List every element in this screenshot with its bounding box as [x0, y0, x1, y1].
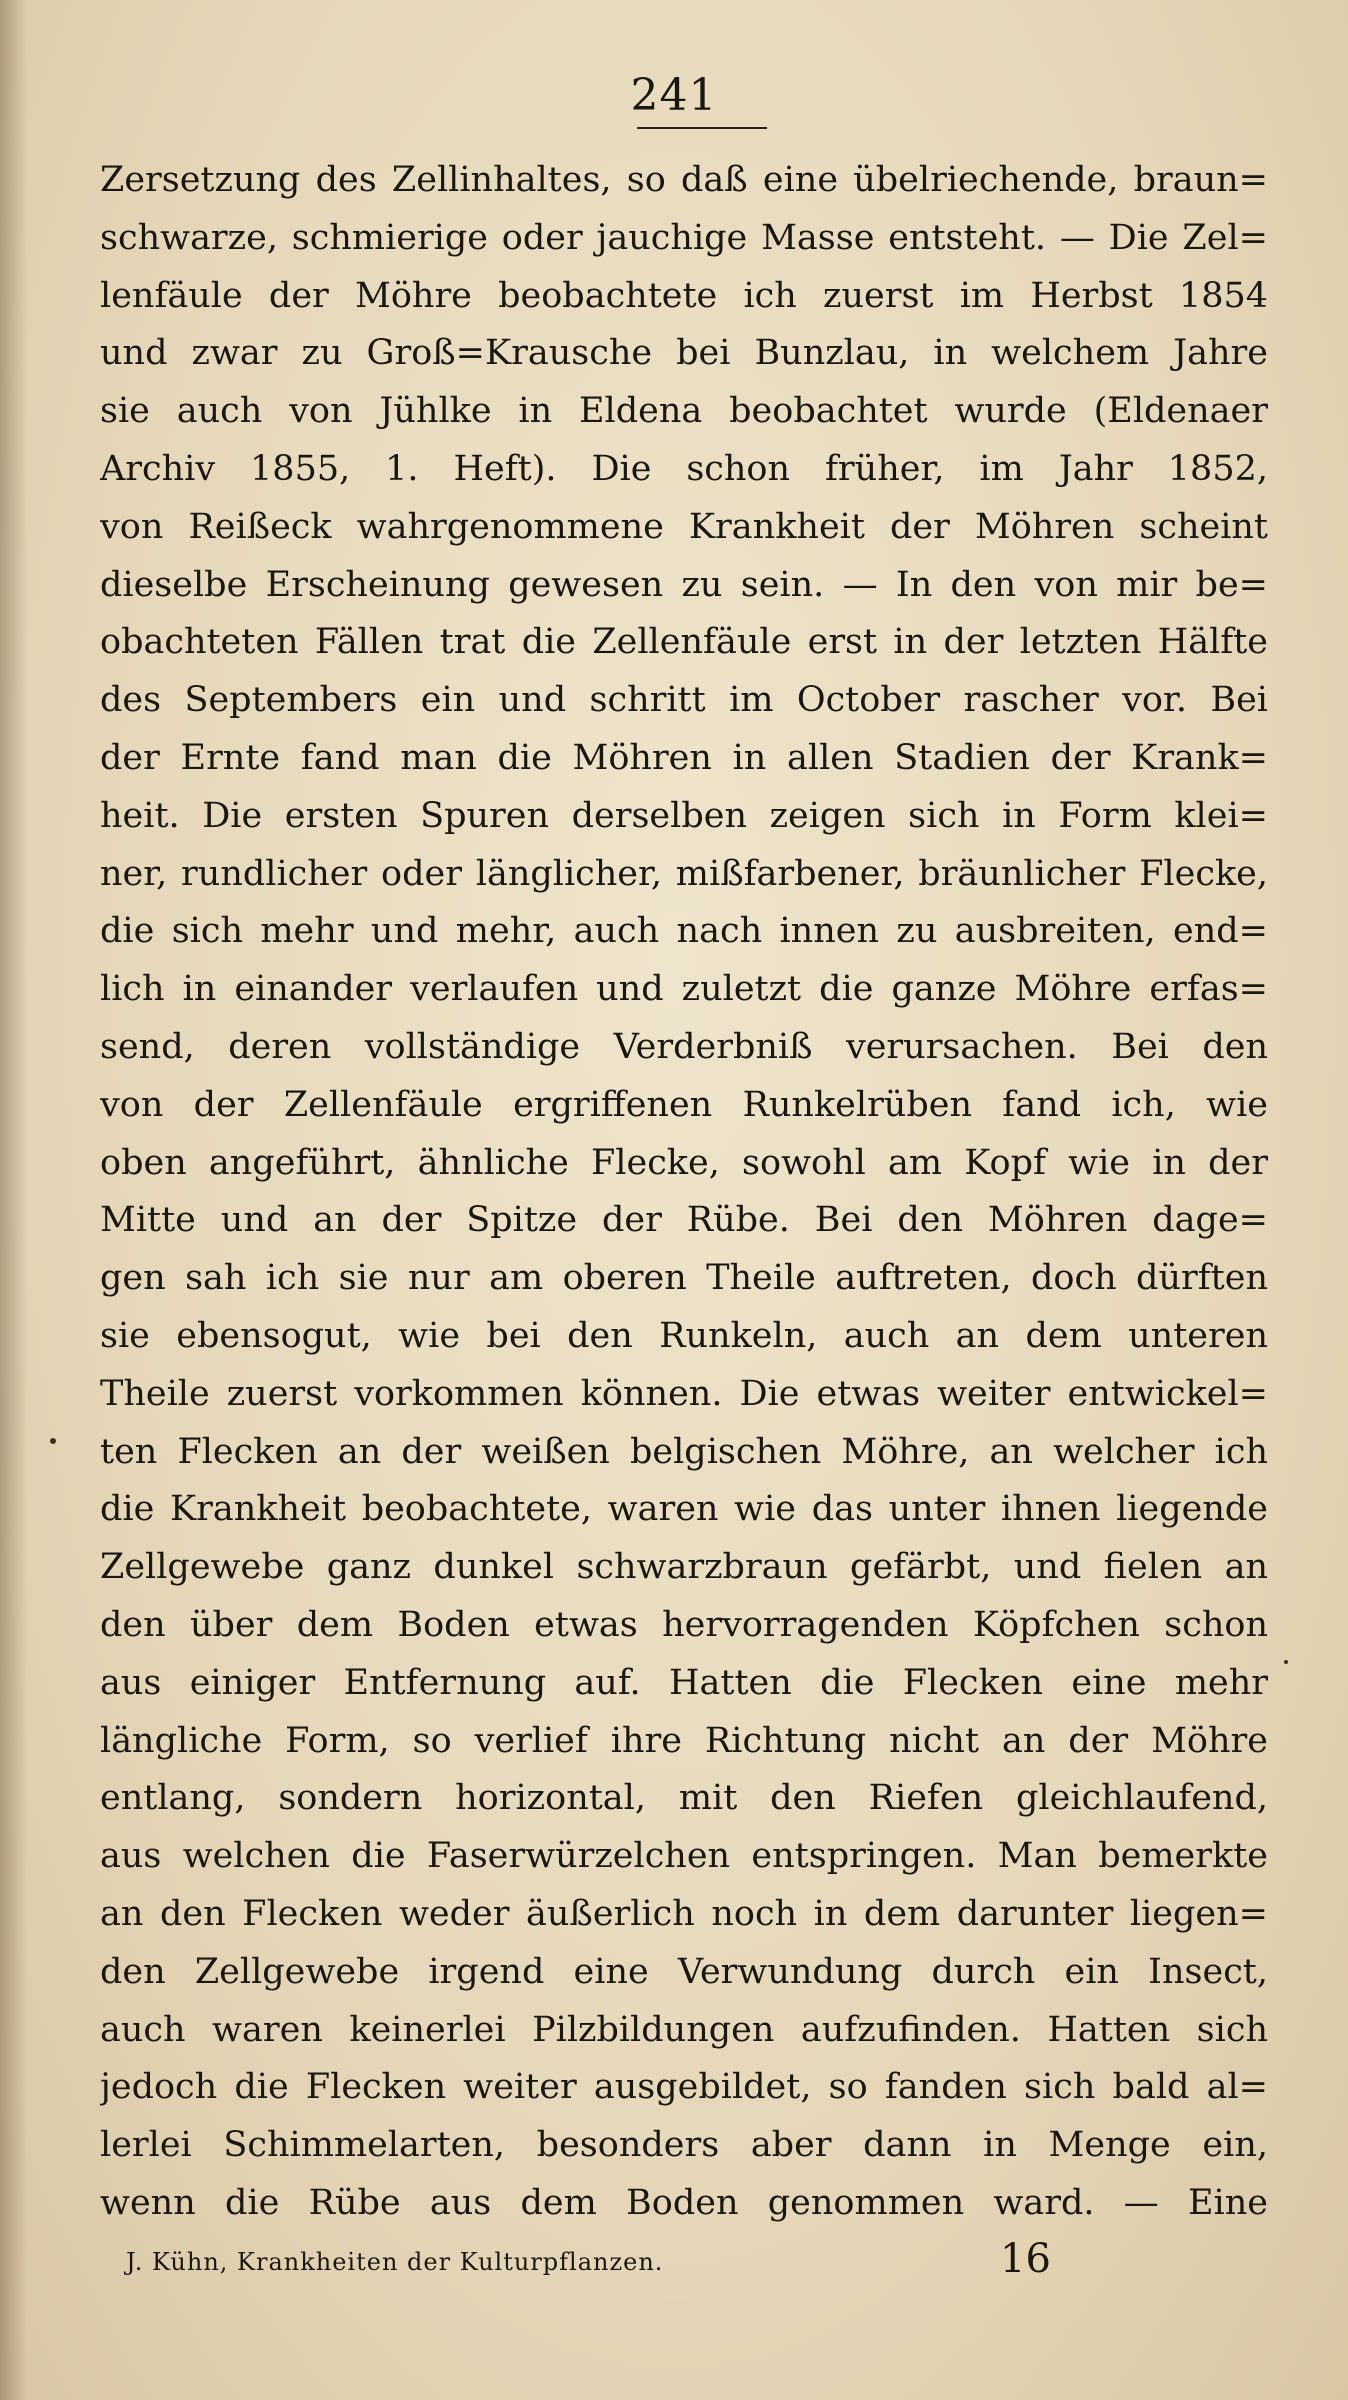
- paper-speck: [1284, 1660, 1288, 1664]
- text-line: schwarze, schmierige oder jauchige Masse entsteht. — Die Zel=: [100, 217, 1268, 258]
- text-line: längliche Form, so verlief ihre Richtung nicht an der Möhre: [100, 1720, 1268, 1761]
- text-line: lenfäule der Möhre beobachtete ich zuerst im Herbst 1854: [100, 275, 1268, 316]
- text-line: von der Zellenfäule ergriffenen Runkelrüben fand ich, wie: [100, 1084, 1268, 1125]
- text-line: heit. Die ersten Spuren derselben zeigen sich in Form klei=: [100, 795, 1268, 836]
- text-line: aus einiger Entfernung auf. Hatten die Flecken eine mehr: [100, 1662, 1268, 1703]
- text-line: Mitte und an der Spitze der Rübe. Bei den Möhren dage=: [100, 1200, 1268, 1241]
- text-line: lerlei Schimmelarten, besonders aber dann in Menge ein,: [100, 2125, 1268, 2166]
- text-line: Zersetzung des Zellinhaltes, so daß eine übelriechende, braun=: [100, 160, 1268, 200]
- text-line: ten Flecken an der weißen belgischen Möhre, an welcher ich: [100, 1431, 1268, 1472]
- text-line: Archiv 1855, 1. Heft). Die schon früher, im Jahr 1852,: [100, 448, 1268, 489]
- text-line: aus welchen die Faserwürzelchen entspringen. Man bemerkte: [100, 1836, 1268, 1877]
- text-line: von Reißeck wahrgenommene Krankheit der Möhren scheint: [100, 506, 1268, 547]
- text-line: die Krankheit beobachtete, waren wie das unter ihnen liegende: [100, 1489, 1268, 1530]
- page-number-rule: [637, 127, 767, 129]
- text-line: ner, rundlicher oder länglicher, mißfarbener, bräunlicher Flecke,: [100, 853, 1268, 894]
- text-line: lich in einander verlaufen und zuletzt die ganze Möhre erfas=: [100, 969, 1268, 1010]
- text-line: und zwar zu Groß=Krausche bei Bunzlau, in welchem Jahre: [100, 333, 1268, 374]
- text-line: sie ebensogut, wie bei den Runkeln, auch an dem unteren: [100, 1315, 1268, 1356]
- text-line: dieselbe Erscheinung gewesen zu sein. — In den von mir be=: [100, 564, 1268, 605]
- paper-speck: [50, 1438, 56, 1444]
- text-line: den Zellgewebe irgend eine Verwundung durch ein Insect,: [100, 1951, 1268, 1992]
- text-line: obachteten Fällen trat die Zellenfäule erst in der letzten Hälfte: [100, 622, 1268, 663]
- text-line: gen sah ich sie nur am oberen Theile auftreten, doch dürften: [100, 1258, 1268, 1299]
- text-line: jedoch die Flecken weiter ausgebildet, so fanden sich bald al=: [100, 2067, 1268, 2108]
- text-line: sie auch von Jühlke in Eldena beobachtet wurde (Eldenaer: [100, 391, 1268, 432]
- text-line: die sich mehr und mehr, auch nach innen zu ausbreiten, end=: [100, 911, 1268, 952]
- text-line: oben angeführt, ähnliche Flecke, sowohl am Kopf wie in der: [100, 1142, 1268, 1183]
- text-line: Theile zuerst vorkommen können. Die etwas weiter entwickel=: [100, 1373, 1268, 1414]
- page-number: 241: [630, 70, 718, 121]
- text-line: an den Flecken weder äußerlich noch in dem darunter liegen=: [100, 1893, 1268, 1934]
- text-line: send, deren vollständige Verderbniß verursachen. Bei den: [100, 1026, 1268, 1067]
- text-line: wenn die Rübe aus dem Boden genommen ward. — Eine: [100, 2182, 1268, 2223]
- text-line: der Ernte fand man die Möhren in allen Stadien der Krank=: [100, 737, 1268, 778]
- text-line: den über dem Boden etwas hervorragenden Köpfchen schon: [100, 1604, 1268, 1645]
- body-text: [100, 152, 1268, 2233]
- printer-signature: J. Kühn, Krankheiten der Kulturpflanzen.: [126, 2248, 664, 2276]
- text-line: Zellgewebe ganz dunkel schwarzbraun gefärbt, und fielen an: [100, 1547, 1268, 1588]
- text-line: auch waren keinerlei Pilzbildungen aufzufinden. Hatten sich: [100, 2009, 1268, 2050]
- text-line: des Septembers ein und schritt im October rascher vor. Bei: [100, 680, 1268, 721]
- page-edge-shadow: [0, 0, 28, 2400]
- sheet-number: 16: [1000, 2236, 1051, 2282]
- text-line: entlang, sondern horizontal, mit den Riefen gleichlaufend,: [100, 1778, 1268, 1819]
